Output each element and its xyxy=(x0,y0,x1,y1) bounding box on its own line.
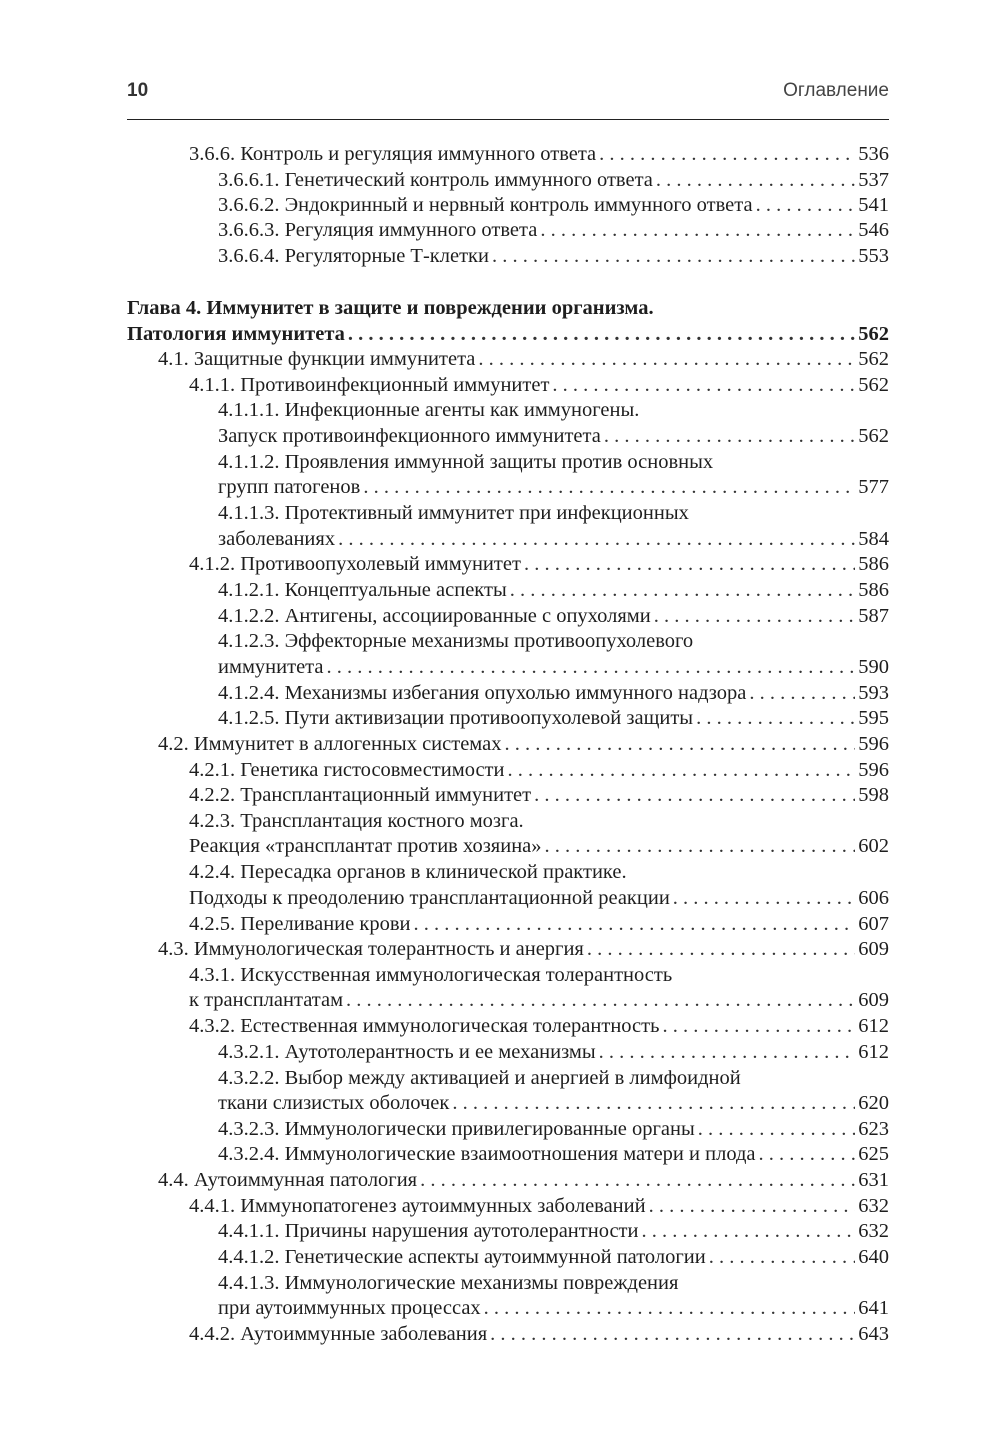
dot-leader xyxy=(540,218,855,242)
toc-entry-page: 586 xyxy=(858,553,889,575)
dot-leader xyxy=(552,373,855,397)
toc-entry-title: 4.2.5. Переливание крови xyxy=(189,913,411,935)
toc-entry-title: Патология иммунитета xyxy=(127,323,345,345)
dot-leader xyxy=(524,552,855,576)
toc-entry-title: 4.3.2. Естественная иммунологическая толерантность xyxy=(189,1015,660,1037)
dot-leader xyxy=(484,1296,856,1320)
toc-entry-title: 4.4.1.3. Иммунологические механизмы повреждения xyxy=(218,1272,679,1294)
toc-entry-page: 620 xyxy=(858,1092,889,1114)
page-number: 10 xyxy=(127,80,149,101)
toc-entry-page: 632 xyxy=(858,1220,889,1242)
toc-entry xyxy=(218,218,889,242)
toc-entry-page: 643 xyxy=(858,1323,889,1345)
toc-entry xyxy=(218,629,889,653)
toc-entry-title: 4.3.2.2. Выбор между активацией и анергией в лимфоидной xyxy=(218,1067,741,1089)
toc-entry-title: к трансплантатам xyxy=(189,989,344,1011)
toc-entry xyxy=(218,475,889,499)
toc-entry-page: 632 xyxy=(858,1195,889,1217)
toc-entry xyxy=(189,860,889,884)
toc-entry-title: 4.2.4. Пересадка органов в клинической практике. xyxy=(189,861,627,883)
toc-entry-title: ткани слизистых оболочек xyxy=(218,1092,450,1114)
toc-entry xyxy=(218,1040,889,1064)
toc-entry-title: 4.2.1. Генетика гистосовместимости xyxy=(189,759,505,781)
dot-leader xyxy=(587,937,855,961)
dot-leader xyxy=(599,1040,856,1064)
toc-entry-page: 562 xyxy=(858,348,889,370)
toc-entry xyxy=(189,1322,889,1346)
dot-leader xyxy=(505,732,856,756)
toc-entry-page: 602 xyxy=(858,835,889,857)
toc-entry-title: 3.6.6.2. Эндокринный и нервный контроль иммунного ответа xyxy=(218,194,753,216)
toc-entry-page: 586 xyxy=(858,579,889,601)
toc-entry xyxy=(127,322,889,346)
toc-entry-page: 596 xyxy=(858,733,889,755)
dot-leader xyxy=(490,1322,855,1346)
toc-entry-title: 4.1.1.2. Проявления иммунной защиты против основных xyxy=(218,451,714,473)
toc-entry xyxy=(189,783,889,807)
toc-entry-title: 4.4.1.1. Причины нарушения аутотолерантности xyxy=(218,1220,639,1242)
toc-entry-title: 4.2. Иммунитет в аллогенных системах xyxy=(158,733,502,755)
toc-entry xyxy=(189,988,889,1012)
toc-entry-page: 623 xyxy=(858,1118,889,1140)
toc-entry-title: Подходы к преодолению трансплантационной реакции xyxy=(189,887,670,909)
toc-entry-page: 541 xyxy=(858,194,889,216)
toc-entry xyxy=(189,1014,889,1038)
toc-entry xyxy=(218,578,889,602)
toc-entry-title: Запуск противоинфекционного иммунитета xyxy=(218,425,601,447)
dot-leader xyxy=(696,706,855,730)
toc-entry-title: 4.2.3. Трансплантация костного мозга. xyxy=(189,810,524,832)
toc-entry xyxy=(218,168,889,192)
toc-entry-title: при аутоиммунных процессах xyxy=(218,1297,481,1319)
toc-entry-page: 640 xyxy=(858,1246,889,1268)
toc-entry-title: 3.6.6.3. Регуляция иммунного ответа xyxy=(218,219,538,241)
dot-leader xyxy=(545,834,856,858)
toc-entry-title: 4.1.2.4. Механизмы избегания опухолью иммунного надзора xyxy=(218,682,747,704)
toc-entry-title: 4.1.2.3. Эффекторные механизмы противоопухолевого xyxy=(218,630,694,652)
toc-entry-title: 4.3. Иммунологическая толерантность и анергия xyxy=(158,938,584,960)
toc-entry-page: 609 xyxy=(858,938,889,960)
running-title: Оглавление xyxy=(783,80,889,101)
toc-entry xyxy=(218,1142,889,1166)
toc-entry-title: 4.1.1.3. Протективный иммунитет при инфекционных xyxy=(218,502,689,524)
dot-leader xyxy=(478,347,855,371)
toc-entry xyxy=(127,296,889,320)
toc-entry-page: 598 xyxy=(858,784,889,806)
toc-entry-title: 4.4. Аутоиммунная патология xyxy=(158,1169,418,1191)
toc-entry-title: 3.6.6.1. Генетический контроль иммунного ответа xyxy=(218,169,653,191)
dot-leader xyxy=(338,527,855,551)
toc-entry-page: 607 xyxy=(858,913,889,935)
dot-leader xyxy=(492,244,855,268)
dot-leader xyxy=(656,168,855,192)
toc-entry-page: 562 xyxy=(858,374,889,396)
dot-leader xyxy=(709,1245,856,1269)
toc-entry-page: 612 xyxy=(858,1015,889,1037)
toc-entry-page: 596 xyxy=(858,759,889,781)
toc-entry-page: 609 xyxy=(858,989,889,1011)
dot-leader xyxy=(326,655,855,679)
toc-entry xyxy=(218,527,889,551)
dot-leader xyxy=(348,322,855,346)
toc-entry-title: заболеваниях xyxy=(218,528,336,550)
toc-entry xyxy=(218,450,889,474)
toc-entry-page: 612 xyxy=(858,1041,889,1063)
toc-entry xyxy=(189,912,889,936)
dot-leader xyxy=(346,988,855,1012)
dot-leader xyxy=(508,758,856,782)
toc-entry xyxy=(218,1091,889,1115)
dot-leader xyxy=(604,424,855,448)
toc-entry xyxy=(189,886,889,910)
dot-leader xyxy=(756,193,856,217)
toc-entry xyxy=(218,1271,889,1295)
toc-entry-page: 625 xyxy=(858,1143,889,1165)
toc-entry-title: 4.1.2.1. Концептуальные аспекты xyxy=(218,579,507,601)
toc-entry xyxy=(189,142,889,166)
toc-entry-page: 631 xyxy=(858,1169,889,1191)
toc-entry xyxy=(158,1168,889,1192)
toc-entry-page: 593 xyxy=(858,682,889,704)
toc-entry xyxy=(218,244,889,268)
toc-entry-page: 590 xyxy=(858,656,889,678)
toc-entry-title: иммунитета xyxy=(218,656,324,678)
toc-entry-title: 4.3.2.3. Иммунологически привилегированные органы xyxy=(218,1118,695,1140)
toc-entry-page: 562 xyxy=(858,425,889,447)
toc-entry xyxy=(218,1066,889,1090)
toc-entry-page: 606 xyxy=(858,887,889,909)
toc-entry xyxy=(218,398,889,422)
toc-entry-page: 595 xyxy=(858,707,889,729)
dot-leader xyxy=(510,578,856,602)
toc-entry-title: 4.3.2.4. Иммунологические взаимоотношения матери и плода xyxy=(218,1143,756,1165)
toc-entry-page: 577 xyxy=(858,476,889,498)
toc-entry xyxy=(158,347,889,371)
dot-leader xyxy=(673,886,855,910)
toc-entry-title: 4.1.2. Противоопухолевый иммунитет xyxy=(189,553,521,575)
toc-entry xyxy=(189,758,889,782)
toc-entry-title: Реакция «трансплантат против хозяина» xyxy=(189,835,542,857)
toc-entry-page: 537 xyxy=(858,169,889,191)
toc-entry-page: 641 xyxy=(858,1297,889,1319)
toc-entry-title: 4.4.2. Аутоиммунные заболевания xyxy=(189,1323,488,1345)
dot-leader xyxy=(414,912,856,936)
toc-entry-title: 4.1.2.2. Антигены, ассоциированные с опухолями xyxy=(218,605,651,627)
toc-entry-page: 562 xyxy=(858,323,889,345)
toc-entry xyxy=(158,937,889,961)
toc-entry xyxy=(189,552,889,576)
toc-entry xyxy=(189,373,889,397)
toc-entry-title: 4.1. Защитные функции иммунитета xyxy=(158,348,476,370)
dot-leader xyxy=(420,1168,855,1192)
dot-leader xyxy=(759,1142,856,1166)
toc-entry-title: 4.2.2. Трансплантационный иммунитет xyxy=(189,784,532,806)
toc-entry xyxy=(189,963,889,987)
dot-leader xyxy=(452,1091,855,1115)
toc-entry xyxy=(218,424,889,448)
toc-entry xyxy=(218,501,889,525)
dot-leader xyxy=(642,1219,856,1243)
toc-entry-title: 4.1.2.5. Пути активизации противоопухолевой защиты xyxy=(218,707,694,729)
dot-leader xyxy=(749,681,855,705)
toc-entry xyxy=(158,732,889,756)
dot-leader xyxy=(662,1014,855,1038)
toc-entry-title: 4.4.1. Иммунопатогенез аутоиммунных заболеваний xyxy=(189,1195,646,1217)
dot-leader xyxy=(599,142,855,166)
toc-entry-title: 3.6.6. Контроль и регуляция иммунного ответа xyxy=(189,143,597,165)
toc-entry-title: групп патогенов xyxy=(218,476,361,498)
dot-leader xyxy=(649,1194,856,1218)
toc-entry-title: 3.6.6.4. Регуляторные Т-клетки xyxy=(218,245,489,267)
dot-leader xyxy=(534,783,855,807)
toc-entry-page: 587 xyxy=(858,605,889,627)
toc-entry-page: 584 xyxy=(858,528,889,550)
toc-entry-page: 553 xyxy=(858,245,889,267)
toc-entry-title: 4.4.1.2. Генетические аспекты аутоиммунной патологии xyxy=(218,1246,706,1268)
toc-entry xyxy=(218,681,889,705)
toc-entry xyxy=(218,193,889,217)
toc-entry xyxy=(189,1194,889,1218)
toc-entry-title: 4.3.1. Искусственная иммунологическая толерантность xyxy=(189,964,673,986)
dot-leader xyxy=(363,475,855,499)
toc-entry xyxy=(218,604,889,628)
toc-entry xyxy=(189,834,889,858)
toc-entry xyxy=(218,706,889,730)
toc-entry-title: 4.1.1.1. Инфекционные агенты как иммуногены. xyxy=(218,399,640,421)
toc-entry-title: Глава 4. Иммунитет в защите и повреждении организма. xyxy=(127,297,654,319)
toc-entry xyxy=(218,1296,889,1320)
toc-entry xyxy=(218,655,889,679)
dot-leader xyxy=(698,1117,855,1141)
toc-entry-page: 536 xyxy=(858,143,889,165)
toc-entry-page: 546 xyxy=(858,219,889,241)
toc-entry xyxy=(218,1245,889,1269)
toc-entry xyxy=(218,1117,889,1141)
toc-entry xyxy=(189,809,889,833)
toc-entry-title: 4.1.1. Противоинфекционный иммунитет xyxy=(189,374,550,396)
dot-leader xyxy=(654,604,856,628)
toc-entry xyxy=(218,1219,889,1243)
toc-entry-title: 4.3.2.1. Аутотолерантность и ее механизмы xyxy=(218,1041,596,1063)
